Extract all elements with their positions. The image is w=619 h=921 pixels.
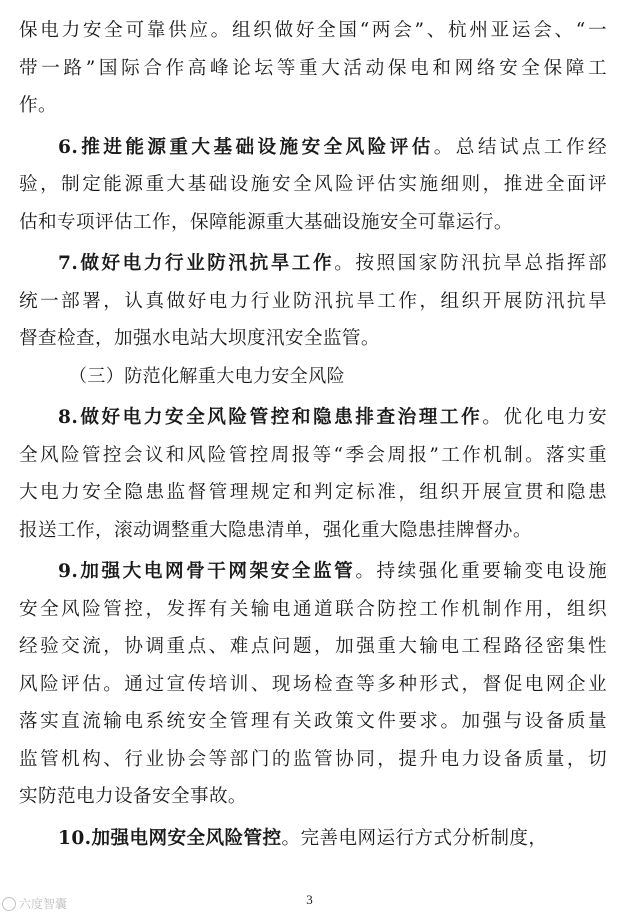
item-8-first-line	[19, 399, 607, 437]
item-9-heading: 9.加强大电网骨干网架安全监管	[58, 561, 356, 582]
paragraph-line: 全风险管控会议和风险管控周报等“季会周报”工作机制。落实重	[19, 444, 607, 466]
item-7-first-line	[19, 245, 607, 283]
paragraph-line: 报送工作，滚动调整重大隐患清单，强化重大隐患挂牌督办。	[19, 519, 532, 541]
page-number: 3	[306, 892, 313, 907]
paragraph-line: 督查检查，加强水电站大坝度汛安全监管。	[19, 328, 380, 349]
paragraph-line: 统一部署，认真做好电力行业防汛抗旱工作，组织开展防汛抗旱	[19, 290, 607, 312]
item-10-text: 。完善电网运行方式分析制度，	[281, 827, 548, 849]
paragraph-line: 估和专项评估工作，保障能源重大基础设施安全可靠运行。	[19, 211, 513, 233]
paragraph-line: 经验交流，协调重点、难点问题，加强重大输电工程路径密集性	[19, 636, 607, 657]
document-body	[19, 12, 607, 857]
item-10-first-line	[19, 820, 607, 858]
item-6-text: 。总结试点工作经	[433, 136, 607, 158]
paragraph-line: 落实直流输电系统安全管理有关政策文件要求。加强与设备质量	[19, 711, 607, 732]
item-8-heading: 8.做好电力安全风险管控和隐患排查治理工作	[58, 407, 483, 428]
item-10-heading: 10.加强电网安全风险管控	[58, 827, 282, 849]
paragraph-line: 作。	[19, 95, 57, 116]
paragraph-line: 大电力安全隐患监督管理规定和判定标准，组织开展宣贯和隐患	[19, 482, 607, 503]
item-9-first-line	[19, 553, 607, 591]
item-9-text: 。持续强化重要输变电设施	[355, 561, 607, 582]
paragraph-line: 验，制定能源重大基础设施安全风险评估实施细则，推进全面评	[19, 174, 607, 195]
watermark-text: 六度智囊	[19, 897, 68, 911]
paragraph-line: 实防范电力设备安全事故。	[19, 786, 247, 807]
paragraph-line: 风险评估。通过宣传培训、现场检查等多种形式，督促电网企业	[19, 673, 607, 695]
paragraph-line: 保电力安全可靠供应。组织做好全国“两会”、杭州亚运会、“一	[19, 20, 607, 41]
item-6-heading: 6.推进能源重大基础设施安全风险评估	[58, 136, 434, 158]
item-6-first-line	[19, 129, 607, 167]
paragraph-line: 带一路”国际合作高峰论坛等重大活动保电和网络安全保障工	[19, 57, 607, 79]
item-7-text: 。按照国家防汛抗旱总指挥部	[334, 253, 607, 274]
item-8-text: 。优化电力安	[482, 407, 608, 428]
item-7-heading: 7.做好电力行业防汛抗旱工作	[58, 253, 335, 274]
section-3-title: （三）防范化解重大电力安全风险	[69, 365, 345, 387]
paragraph-line: 监管机构、行业协会等部门的监管协同，提升电力设备质量，切	[19, 748, 607, 770]
paragraph-line: 安全风险管控，发挥有关输电通道联合防控工作机制作用，组织	[19, 598, 607, 620]
